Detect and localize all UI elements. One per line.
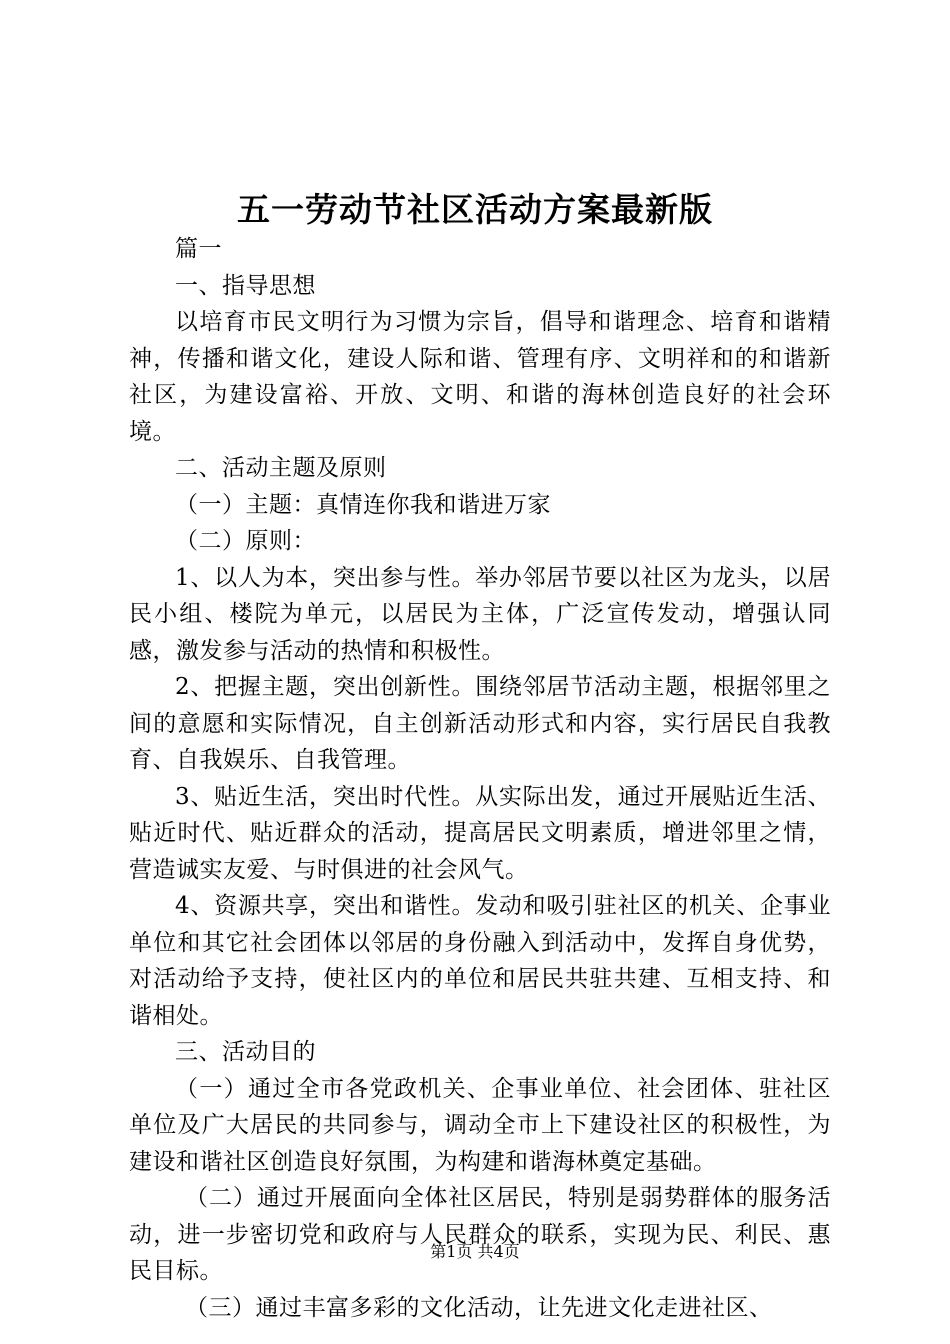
paragraph-purpose-2: （二）通过开展面向全体社区居民，特别是弱势群体的服务活动，进一步密切党和政府与人民群众的联系，实现为民、利民、惠民目标。 — [129, 1185, 831, 1284]
paragraph-principles-label: （二）原则： — [175, 528, 316, 554]
paragraph-guiding-ideology: 以培育市民文明行为习惯为宗旨，倡导和谐理念、培育和谐精神，传播和谐文化，建设人际和谐、管理有序、文明祥和的和谐新社区，为建设富裕、开放、文明、和谐的海林创造良好的社会环境。 — [129, 309, 831, 445]
document-body — [129, 231, 831, 1326]
paragraph-purpose-1: （一）通过全市各党政机关、企事业单位、社会团体、驻社区单位及广大居民的共同参与，调动全市上下建设社区的积极性，为建设和谐社区创造良好氛围，为构建和谐海林奠定基础。 — [129, 1075, 831, 1175]
paragraph-theme: （一）主题：真情连你我和谐进万家 — [175, 491, 551, 518]
paragraph-principle-1: 1、以人为本，突出参与性。举办邻居节要以社区为龙头，以居民小组、楼院为单元，以居民为主体，广泛宣传发动，增强认同感，激发参与活动的热情和积极性。 — [129, 564, 831, 664]
heading-theme-principles: 二、活动主题及原则 — [175, 455, 387, 481]
heading-activity-purpose: 三、活动目的 — [175, 1039, 316, 1065]
paragraph-principle-3: 3、贴近生活，突出时代性。从实际出发，通过开展贴近生活、贴近时代、贴近群众的活动，提高居民文明素质，增进邻里之情，营造诚实友爱、与时俱进的社会风气。 — [129, 783, 831, 883]
paragraph-principle-4: 4、资源共享，突出和谐性。发动和吸引驻社区的机关、企事业单位和其它社会团体以邻居的身份融入到活动中，发挥自身优势，对活动给予支持，使社区内的单位和居民共驻共建、互相支持、和谐相处。 — [129, 893, 831, 1029]
document-title: 五一劳动节社区活动方案最新版 — [237, 190, 713, 229]
heading-guiding-ideology: 一、指导思想 — [175, 272, 316, 299]
paragraph-principle-2: 2、把握主题，突出创新性。围绕邻居节活动主题，根据邻里之间的意愿和实际情况，自主创新活动形式和内容，实行居民自我教育、自我娱乐、自我管理。 — [129, 674, 831, 773]
page-number-footer: 第1页 共4页 — [430, 1242, 520, 1261]
paragraph-purpose-3: （三）通过丰富多彩的文化活动，让先进文化走进社区、 — [185, 1294, 773, 1321]
section-label: 篇一 — [175, 236, 222, 262]
